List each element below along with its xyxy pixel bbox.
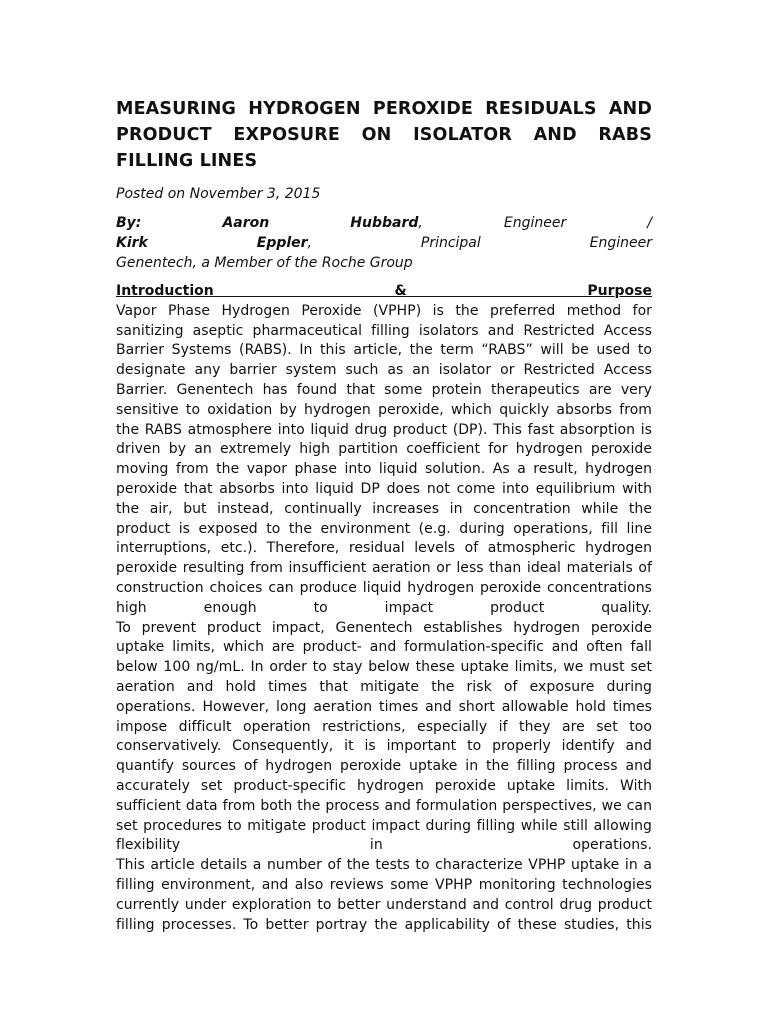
document-page [116, 96, 652, 935]
body-paragraph-1: Vapor Phase Hydrogen Peroxide (VPHP) is the preferred method for sanitizing aseptic pharmaceutical filling isolators and Restricted Access Barrier Systems (RABS). In this article, the term “RABS” will be used to designate any barrier system such as an isolator or Restricted Access Barrier. Genentech has found that some protein therapeutics are very sensitive to oxidation by hydrogen peroxide, which quickly absorbs from the RABS atmosphere into liquid drug product (DP). This fast absorption is driven by an extremely high partition coefficient for hydrogen peroxide moving from the vapor phase into liquid solution. As a result, hydrogen peroxide that absorbs into liquid DP does not come into equilibrium with the air, but instead, continually increases in concentration while the product is exposed to the environment (e.g. during operations, fill line interruptions, etc.). Therefore, residual levels of atmospheric hydrogen peroxide resulting from insufficient aeration or less than ideal materials of construction choices can produce liquid hydrogen peroxide concentrations high enough to impact product quality. [116, 302, 652, 616]
author1-first-name: Aaron [222, 215, 270, 231]
author2-last-name: Eppler [256, 235, 308, 251]
body-paragraph-2: To prevent product impact, Genentech establishes hydrogen peroxide uptake limits, which are product- and formulation-specific and often fall below 100 ng/mL. In order to stay below these uptake limits, we must set aeration and hold times that mitigate the risk of exposure during operations. However, long aeration times and short allowable hold times impose difficult operation restrictions, especially if they are set too conservatively. Consequently, it is important to properly identify and quantify sources of hydrogen peroxide uptake in the filling process and accurately set product-specific hydrogen peroxide uptake limits. With sufficient data from both the process and formulation perspectives, we can set procedures to mitigate product impact during filling while still allowing flexibility in operations. [116, 619, 652, 854]
author1-last-name: Hubbard [350, 215, 419, 231]
author2-first-name: Kirk [116, 235, 148, 251]
author1-name-role [350, 215, 566, 231]
author2-name-role [257, 235, 481, 251]
author2-role-a: , Principal [307, 235, 481, 251]
article-title: MEASURING HYDROGEN PEROXIDE RESIDUALS AND PRODUCT EXPOSURE ON ISOLATOR AND RABS FILLING LINES [116, 99, 652, 171]
author2-role-b: Engineer [589, 235, 653, 251]
byline-line-1 [116, 213, 652, 233]
heading-purpose: Purpose [587, 283, 652, 299]
section-heading [116, 282, 652, 302]
heading-ampersand: & [394, 283, 407, 299]
body-paragraph-3: This article details a number of the tests to characterize VPHP uptake in a filling environment, and also reviews some VPHP monitoring technologies currently under exploration to better understand and control drug product filling processes. To better portray the applicability of these studies, this [116, 857, 652, 933]
byline [116, 213, 652, 273]
affiliation: Genentech, a Member of the Roche Group [116, 255, 413, 271]
byline-line-2 [116, 233, 652, 253]
posted-date: Posted on November 3, 2015 [116, 186, 321, 202]
author-separator: / [647, 215, 652, 231]
by-label: By: [116, 215, 142, 231]
heading-introduction: Introduction [116, 283, 214, 299]
author1-role: , Engineer [418, 215, 567, 231]
